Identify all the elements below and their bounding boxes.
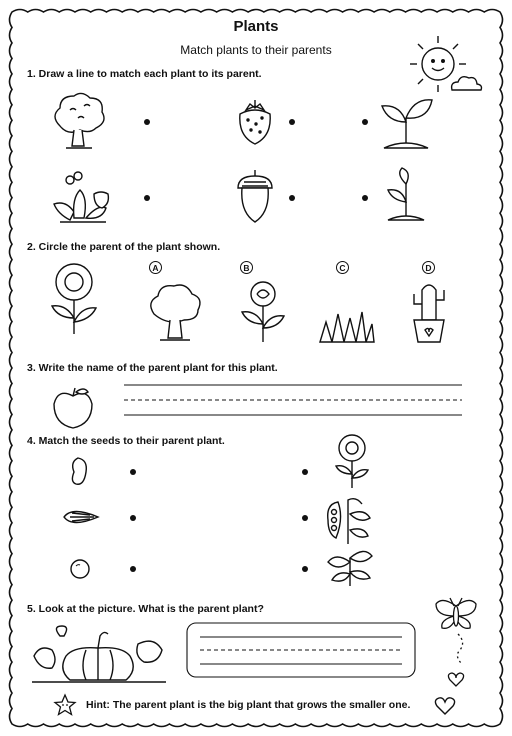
option-c-circle[interactable]: C (336, 261, 349, 274)
match-dot[interactable] (302, 515, 308, 521)
question-2: 2. Circle the parent of the plant shown. (27, 241, 221, 253)
match-dot[interactable] (130, 566, 136, 572)
question-4: 4. Match the seeds to their parent plant. (27, 435, 225, 447)
match-dot[interactable] (144, 119, 150, 125)
question-3: 3. Write the name of the parent plant for this plant. (27, 362, 278, 374)
strawberry-plant-icon (50, 168, 114, 224)
tree-option-icon (146, 280, 204, 344)
answer-lines[interactable] (124, 383, 464, 419)
sunflower-icon (46, 262, 102, 336)
answer-box[interactable] (186, 622, 416, 678)
hint-text: Hint: The parent plant is the big plant that grows the smaller one. (86, 699, 411, 711)
sprout-icon (378, 92, 436, 150)
option-d-circle[interactable]: D (422, 261, 435, 274)
sunflower-plant-icon (332, 432, 372, 490)
match-dot[interactable] (302, 469, 308, 475)
page-subtitle: Match plants to their parents (180, 43, 332, 57)
question-1: 1. Draw a line to match each plant to its parent. (27, 68, 262, 80)
strawberry-icon (234, 96, 276, 146)
acorn-icon (234, 168, 276, 224)
match-dot[interactable] (289, 195, 295, 201)
option-b-circle[interactable]: B (240, 261, 253, 274)
match-dot[interactable] (302, 566, 308, 572)
grass-icon (316, 308, 376, 346)
sun-icon (406, 32, 484, 98)
tree-icon (50, 90, 106, 154)
sunflower-seed-icon (62, 506, 100, 528)
heart-icon (434, 696, 456, 716)
bean-plant-icon (324, 546, 376, 588)
bean-seed-icon (68, 456, 90, 488)
pea-plant-icon (322, 494, 376, 546)
rose-icon (236, 280, 290, 344)
butterfly-icon (432, 594, 480, 690)
apple-icon (50, 384, 96, 430)
star-icon (54, 694, 76, 716)
match-dot[interactable] (130, 469, 136, 475)
question-5: 5. Look at the picture. What is the parent plant? (27, 603, 264, 615)
page-title: Plants (233, 18, 279, 35)
seedling-icon (382, 166, 432, 224)
cactus-icon (408, 280, 450, 346)
match-dot[interactable] (144, 195, 150, 201)
match-dot[interactable] (130, 515, 136, 521)
match-dot[interactable] (362, 195, 368, 201)
pumpkin-vine-icon (30, 622, 168, 684)
match-dot[interactable] (362, 119, 368, 125)
match-dot[interactable] (289, 119, 295, 125)
option-a-circle[interactable]: A (149, 261, 162, 274)
pea-seed-icon (69, 558, 91, 580)
